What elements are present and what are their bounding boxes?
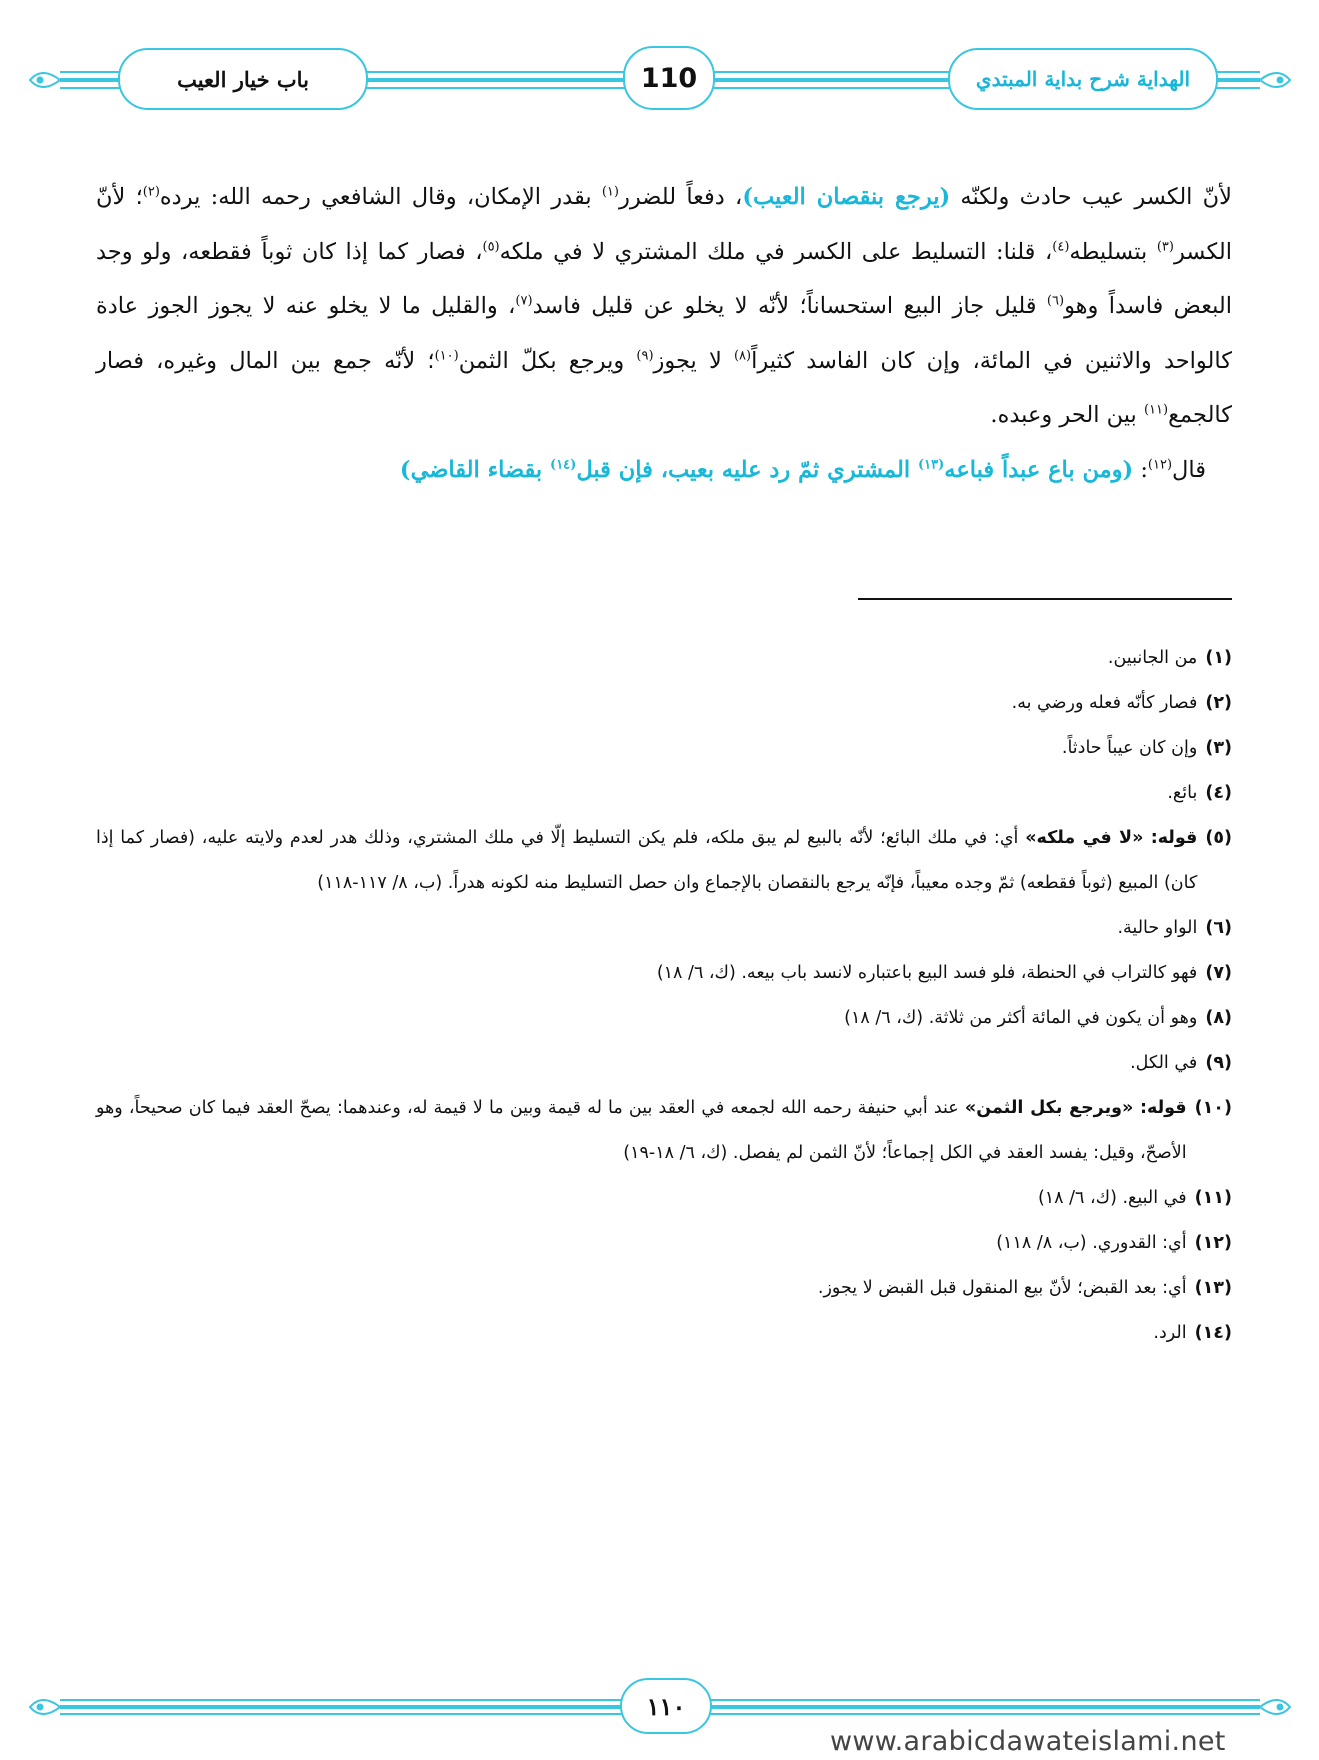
text-run: : <box>1133 456 1148 483</box>
footnote-ref[interactable]: (١) <box>601 184 619 200</box>
text-run: قليل فاسد <box>532 293 634 319</box>
chapter-title: باب خيار العيب <box>118 48 368 110</box>
footnote-item <box>96 1266 1232 1311</box>
footnote-number: (٨) <box>1205 1008 1232 1028</box>
footnote-number: (٦) <box>1205 918 1232 938</box>
footnote-text <box>96 816 1197 906</box>
footnote-ref[interactable]: (١٤) <box>550 457 577 472</box>
footnote-number: (٤) <box>1205 783 1232 803</box>
footnote-number: (٢) <box>1205 693 1232 713</box>
footnote-ref[interactable]: (٤) <box>1052 239 1070 254</box>
footnote-text: في البيع. (ك، ٦/ ١٨) <box>1037 1188 1187 1208</box>
footnote-text: من الجانبين. <box>1107 648 1198 668</box>
footnote-text: وهو أن يكون في المائة أكثر من ثلاثة. (ك، ٦/ ١٨) <box>844 1008 1198 1028</box>
text-run: كثيراً <box>751 347 795 374</box>
website-url[interactable]: www.arabicdawateislami.net <box>830 1726 1226 1757</box>
footnote-item <box>96 1086 1232 1176</box>
footnote-number: (١٣) <box>1194 1278 1232 1298</box>
footnote-text: فصار كأنّه فعله ورضي به. <box>1011 693 1198 713</box>
text-run: ويرجع بكلّ الثمن <box>458 347 637 374</box>
footnote-number: (١٢) <box>1194 1233 1232 1253</box>
footnote-item <box>96 1221 1232 1266</box>
footnote-item <box>96 906 1232 951</box>
footnote-body: عند أبي حنيفة رحمه الله لجمعه في العقد بين ما له قيمة وبين ما لا قيمة له، وعندهما: يصحّ العقد فيما كان صحيحاً، وهو الأصحّ، وقيل: يفسد العقد في الكل إجماعاً؛ لأنّ الثمن لم يفصل. (ك، ٦/ ١٨-١٩) <box>96 1098 1187 1163</box>
footnote-ref[interactable]: (٣) <box>1156 239 1174 254</box>
main-line-6 <box>96 443 1232 498</box>
footnote-number: (١) <box>1205 648 1232 668</box>
text-run: قال <box>1172 456 1206 483</box>
footnote-body: أي: في ملك البائع؛ لأنّه بالبيع لم يبق ملكه، فلم يكن التسليط إلّا في ملك المشتري، وذلك هدر لعدم ولايته عليه، (فصار كما إذا كان) المبيع (ثوباً فقطعه) ثمّ وجده معيباً، فإنّه يرجع بالنقصان بالإجماع وان حصل التسليط منه لكونه هدراً. (ب، ٨/ ١١٧-١١٨) <box>96 828 1198 893</box>
text-run: ، <box>475 238 483 265</box>
footnote-text: وإن كان عيباً حادثاً. <box>1061 738 1198 758</box>
footnote-item <box>96 681 1232 726</box>
footnote-item <box>96 726 1232 771</box>
footnote-ref[interactable]: (٧) <box>515 293 533 309</box>
footnote-item <box>96 1311 1232 1356</box>
text-run: ؛ لأنّه جمع بين المال وغيره، فصار كالجمع <box>96 347 1232 428</box>
main-text <box>96 170 1232 497</box>
footnote-item <box>96 816 1232 906</box>
footnote-lemma: قوله: «لا في ملكه» <box>1025 828 1198 848</box>
footnote-number: (٣) <box>1205 738 1232 758</box>
footnote-item <box>96 1041 1232 1086</box>
main-line-1 <box>96 170 1232 443</box>
text-run: بقدر الإمكان، وقال الشافعي <box>321 184 602 210</box>
footnote-ref[interactable]: (١١) <box>1143 402 1169 418</box>
footnote-item <box>96 1176 1232 1221</box>
footnote-text: فهو كالتراب في الحنطة، فلو فسد البيع باعتباره لانسد باب بيعه. (ك، ٦/ ١٨) <box>656 963 1198 983</box>
text-run: لأنّ الكسر عيب حادث ولكنّه <box>960 184 1233 210</box>
footnote-text: بائع. <box>1167 783 1198 803</box>
page-header <box>0 0 1319 160</box>
footnote-number: (٩) <box>1205 1053 1232 1073</box>
footnote-ref[interactable]: (٥) <box>482 239 500 254</box>
text-run: لا يجوز <box>653 347 734 374</box>
footnote-ref[interactable]: (٢) <box>142 184 160 200</box>
footnote-ref[interactable]: (١٢) <box>1147 457 1173 472</box>
header-page-number: 110 <box>623 46 715 110</box>
text-run: ، والقليل ما لا يخلو عنه لا يجوز الجوز عادة كالواحد والاثنين في المائة، وإن كان الفاسد <box>96 293 1232 374</box>
matn-quote: المشتري ثمّ رد عليه بعيب، فإن قبل <box>576 456 918 483</box>
footnote-ref[interactable]: (٩) <box>636 348 654 363</box>
footnotes-list <box>96 636 1232 1356</box>
footnote-text: الرد. <box>1153 1323 1187 1343</box>
matn-quote: بقضاء القاضي) <box>399 456 551 483</box>
footnote-item <box>96 996 1232 1041</box>
footnote-ref[interactable]: (١٣) <box>917 457 945 472</box>
text-run: ؛ لأنّ الكسر <box>96 184 1232 265</box>
footnote-ref[interactable]: (٨) <box>733 348 752 363</box>
text-run: ، قلنا: التسليط على الكسر في ملك المشتري لا في ملكه <box>499 238 1053 265</box>
footnote-text <box>96 1086 1187 1176</box>
footnote-text: الواو حالية. <box>1117 918 1198 938</box>
matn-quote: (يرجع بنقصان العيب) <box>742 184 951 210</box>
text-run: فصار كما إذا كان ثوباً فقطعه، ولو وجد البعض فاسداً وهو <box>96 238 1232 319</box>
footnote-ref[interactable]: (٦) <box>1046 293 1065 309</box>
footnote-item <box>96 951 1232 996</box>
footnote-ref[interactable]: (١٠) <box>434 348 459 363</box>
footnote-text: في الكل. <box>1130 1053 1198 1073</box>
text-run: بين الحر وعبده. <box>990 402 1144 428</box>
text-run: قليل جاز البيع استحساناً؛ لأنّه لا يخلو عن <box>643 293 1047 319</box>
footnote-lemma: قوله: «ويرجع بكل الثمن» <box>964 1098 1187 1118</box>
footer-page-number: ١١٠ <box>620 1678 712 1734</box>
text-run: بتسليطه <box>1069 238 1157 265</box>
footnote-number: (١٠) <box>1194 1098 1232 1118</box>
footnote-number: (١٤) <box>1194 1323 1232 1343</box>
book-title: الهداية شرح بداية المبتدي <box>948 48 1218 110</box>
footnote-number: (٧) <box>1205 963 1232 983</box>
footnote-item <box>96 636 1232 681</box>
footnote-item <box>96 771 1232 816</box>
matn-quote: (ومن باع عبداً فباعه <box>944 456 1134 483</box>
footnote-text: أي: بعد القبض؛ لأنّ بيع المنقول قبل القبض لا يجوز. <box>817 1278 1187 1298</box>
footnote-divider <box>858 598 1232 600</box>
footnote-text: أي: القدوري. (ب، ٨/ ١١٨) <box>996 1233 1187 1253</box>
text-run: رحمه الله: يرده <box>159 184 311 210</box>
text-run: ، دفعاً للضرر <box>618 184 743 210</box>
footnote-number: (٥) <box>1205 828 1232 848</box>
footnote-number: (١١) <box>1194 1188 1232 1208</box>
